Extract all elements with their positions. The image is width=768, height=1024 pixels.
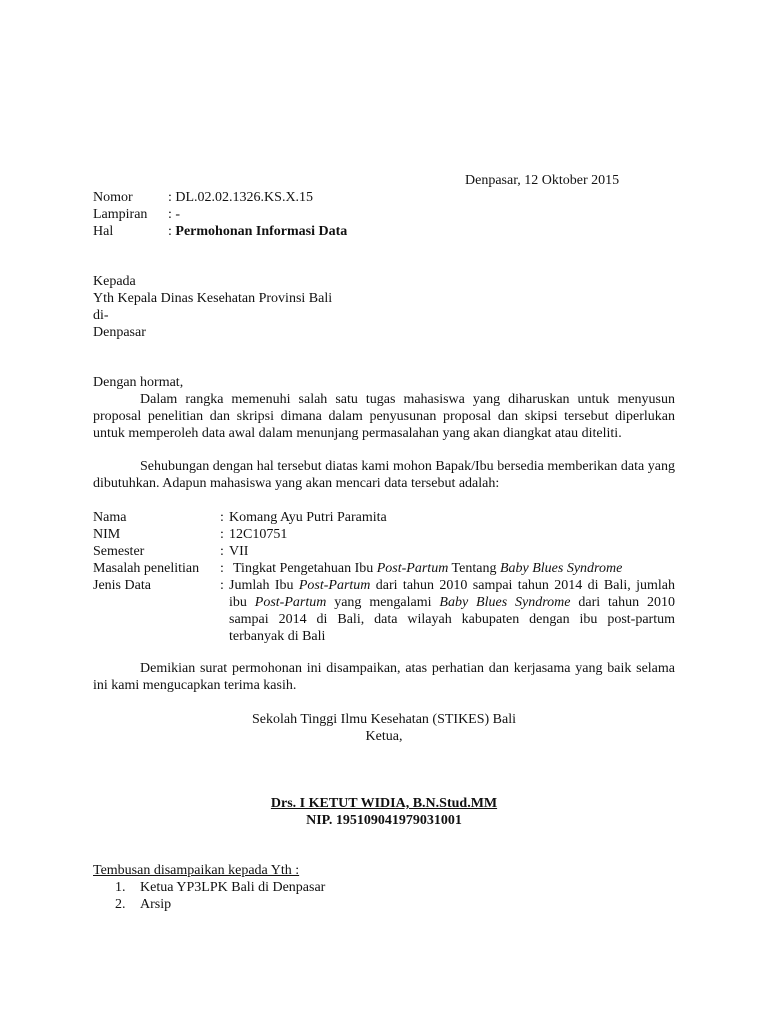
masalah-value: Tingkat Pengetahuan Ibu Post-Partum Tentang Baby Blues Syndrome: [233, 561, 623, 576]
lampiran-value: -: [175, 207, 181, 222]
tembusan-title: Tembusan disampaikan kepada Yth :: [93, 863, 300, 878]
lampiran-label: Lampiran: [93, 207, 148, 222]
recipient-name: Yth Kepala Dinas Kesehatan Provinsi Bali: [93, 291, 333, 306]
jenis-value: Jumlah Ibu Post-Partum dari tahun 2010 sampai tahun 2014 di Bali, jumlah ibu Post-Partum yang mengalami Baby Blues Syndrome dari tahun 2010 sampai 2014 di Bali, data wilayah kabupaten dengan ibu post-partum terbanyak di Bali: [229, 578, 676, 644]
signatory-role: Ketua,: [365, 729, 403, 744]
nama-label: Nama: [93, 510, 127, 525]
greeting: Dengan hormat,: [93, 375, 184, 390]
closing-paragraph: Demikian surat permohonan ini disampaikan, atas perhatian dan kerjasama yang baik selama ini kami mengucapkan terima kasih.: [93, 661, 675, 693]
jenis-label: Jenis Data: [93, 578, 151, 593]
recipient-city: Denpasar: [93, 325, 146, 340]
letter-date: Denpasar, 12 Oktober 2015: [465, 173, 620, 188]
masalah-label: Masalah penelitian: [93, 561, 200, 576]
nomor-value: DL.02.02.1326.KS.X.15: [175, 190, 314, 205]
semester-value: VII: [229, 544, 249, 559]
nim-label: NIM: [93, 527, 121, 542]
recipient-di: di-: [93, 308, 109, 323]
nama-value: Komang Ayu Putri Paramita: [229, 510, 387, 525]
nomor-label: Nomor: [93, 190, 133, 205]
hal-label: Hal: [93, 224, 114, 239]
list-item-text: Ketua YP3LPK Bali di Denpasar: [140, 880, 326, 895]
signatory-name: Drs. I KETUT WIDIA, B.N.Stud.MM: [270, 796, 498, 811]
nim-value: 12C10751: [229, 527, 288, 542]
letter-page: Denpasar, 12 Oktober 2015 Nomor : DL.02.02.1326.KS.X.15 Lampiran : - Hal : Permohonan Informasi Data Kepada Yth Kepala Dinas Kesehatan Provinsi Bali di- Denpasar Dengan hormat, Dalam rangka memenuhi salah satu tugas mahasiswa yang diharuskan untuk menyusun proposal penelitian dan skripsi dimana dalam penyusunan proposal dan skipsi tersebut diperlukan untuk memperoleh data awal dalam menunjang permasalahan yang akan diangkat atau diteliti. Sehubungan dengan hal tersebut diatas kami mohon Bapak/Ibu bersedia memberikan data yang dibutuhkan. Adapun mahasiswa yang akan mencari data tersebut adalah: Nama : Komang Ayu Putri Paramita NIM : 12C10751 Semester : VII Masalah penelitian : Tingkat Pengetahuan Ibu Post-Partum Tentang Baby Blues Syndrome Jenis Data : Jumlah Ibu Post-Partum dari tahun 2010 sampai tahun 2014 di Bali, jumlah ibu Post-Partum yang mengalami Baby Blues Syndrome dari tahun 2010 sampai 2014 di Bali, data wilayah kabupaten dengan ibu post-partum terbanyak di Bali Demikian surat permohonan ini disampaikan, atas perhatian dan kerjasama yang baik selama ini kami mengucapkan terima kasih. Sekolah Tinggi Ilmu Kesehatan (STIKES) Bali Ketua, Drs. I KETUT WIDIA, B.N.Stud.MM NIP. 195109041979031001 Tembusan disampaikan kepada Yth : 1. Ketua YP3LPK Bali di Denpasar 2. Arsip: [93, 173, 676, 912]
hal-value: Permohonan Informasi Data: [175, 224, 348, 239]
body-paragraph-2: Sehubungan dengan hal tersebut diatas kami mohon Bapak/Ibu bersedia memberikan data yang dibutuhkan. Adapun mahasiswa yang akan mencari data tersebut adalah:: [93, 459, 675, 491]
hal-colon: : Permohonan Informasi Data: [168, 224, 348, 239]
list-item-number: 1.: [115, 880, 126, 895]
signatory-nip: NIP. 195109041979031001: [306, 813, 462, 828]
body-paragraph-1: Dalam rangka memenuhi salah satu tugas mahasiswa yang diharuskan untuk menyusun proposal penelitian dan skripsi dimana dalam penyusunan proposal dan skipsi tersebut diperlukan untuk memperoleh data awal dalam menunjang permasalahan yang akan diangkat atau diteliti.: [93, 392, 675, 441]
semester-label: Semester: [93, 544, 145, 559]
recipient-kepada: Kepada: [93, 274, 136, 289]
lampiran-colon: : -: [168, 207, 181, 222]
nomor-colon: : DL.02.02.1326.KS.X.15: [168, 190, 314, 205]
institution-name: Sekolah Tinggi Ilmu Kesehatan (STIKES) Bali: [251, 712, 517, 727]
list-item-text: Arsip: [140, 897, 172, 912]
list-item-number: 2.: [115, 897, 126, 912]
